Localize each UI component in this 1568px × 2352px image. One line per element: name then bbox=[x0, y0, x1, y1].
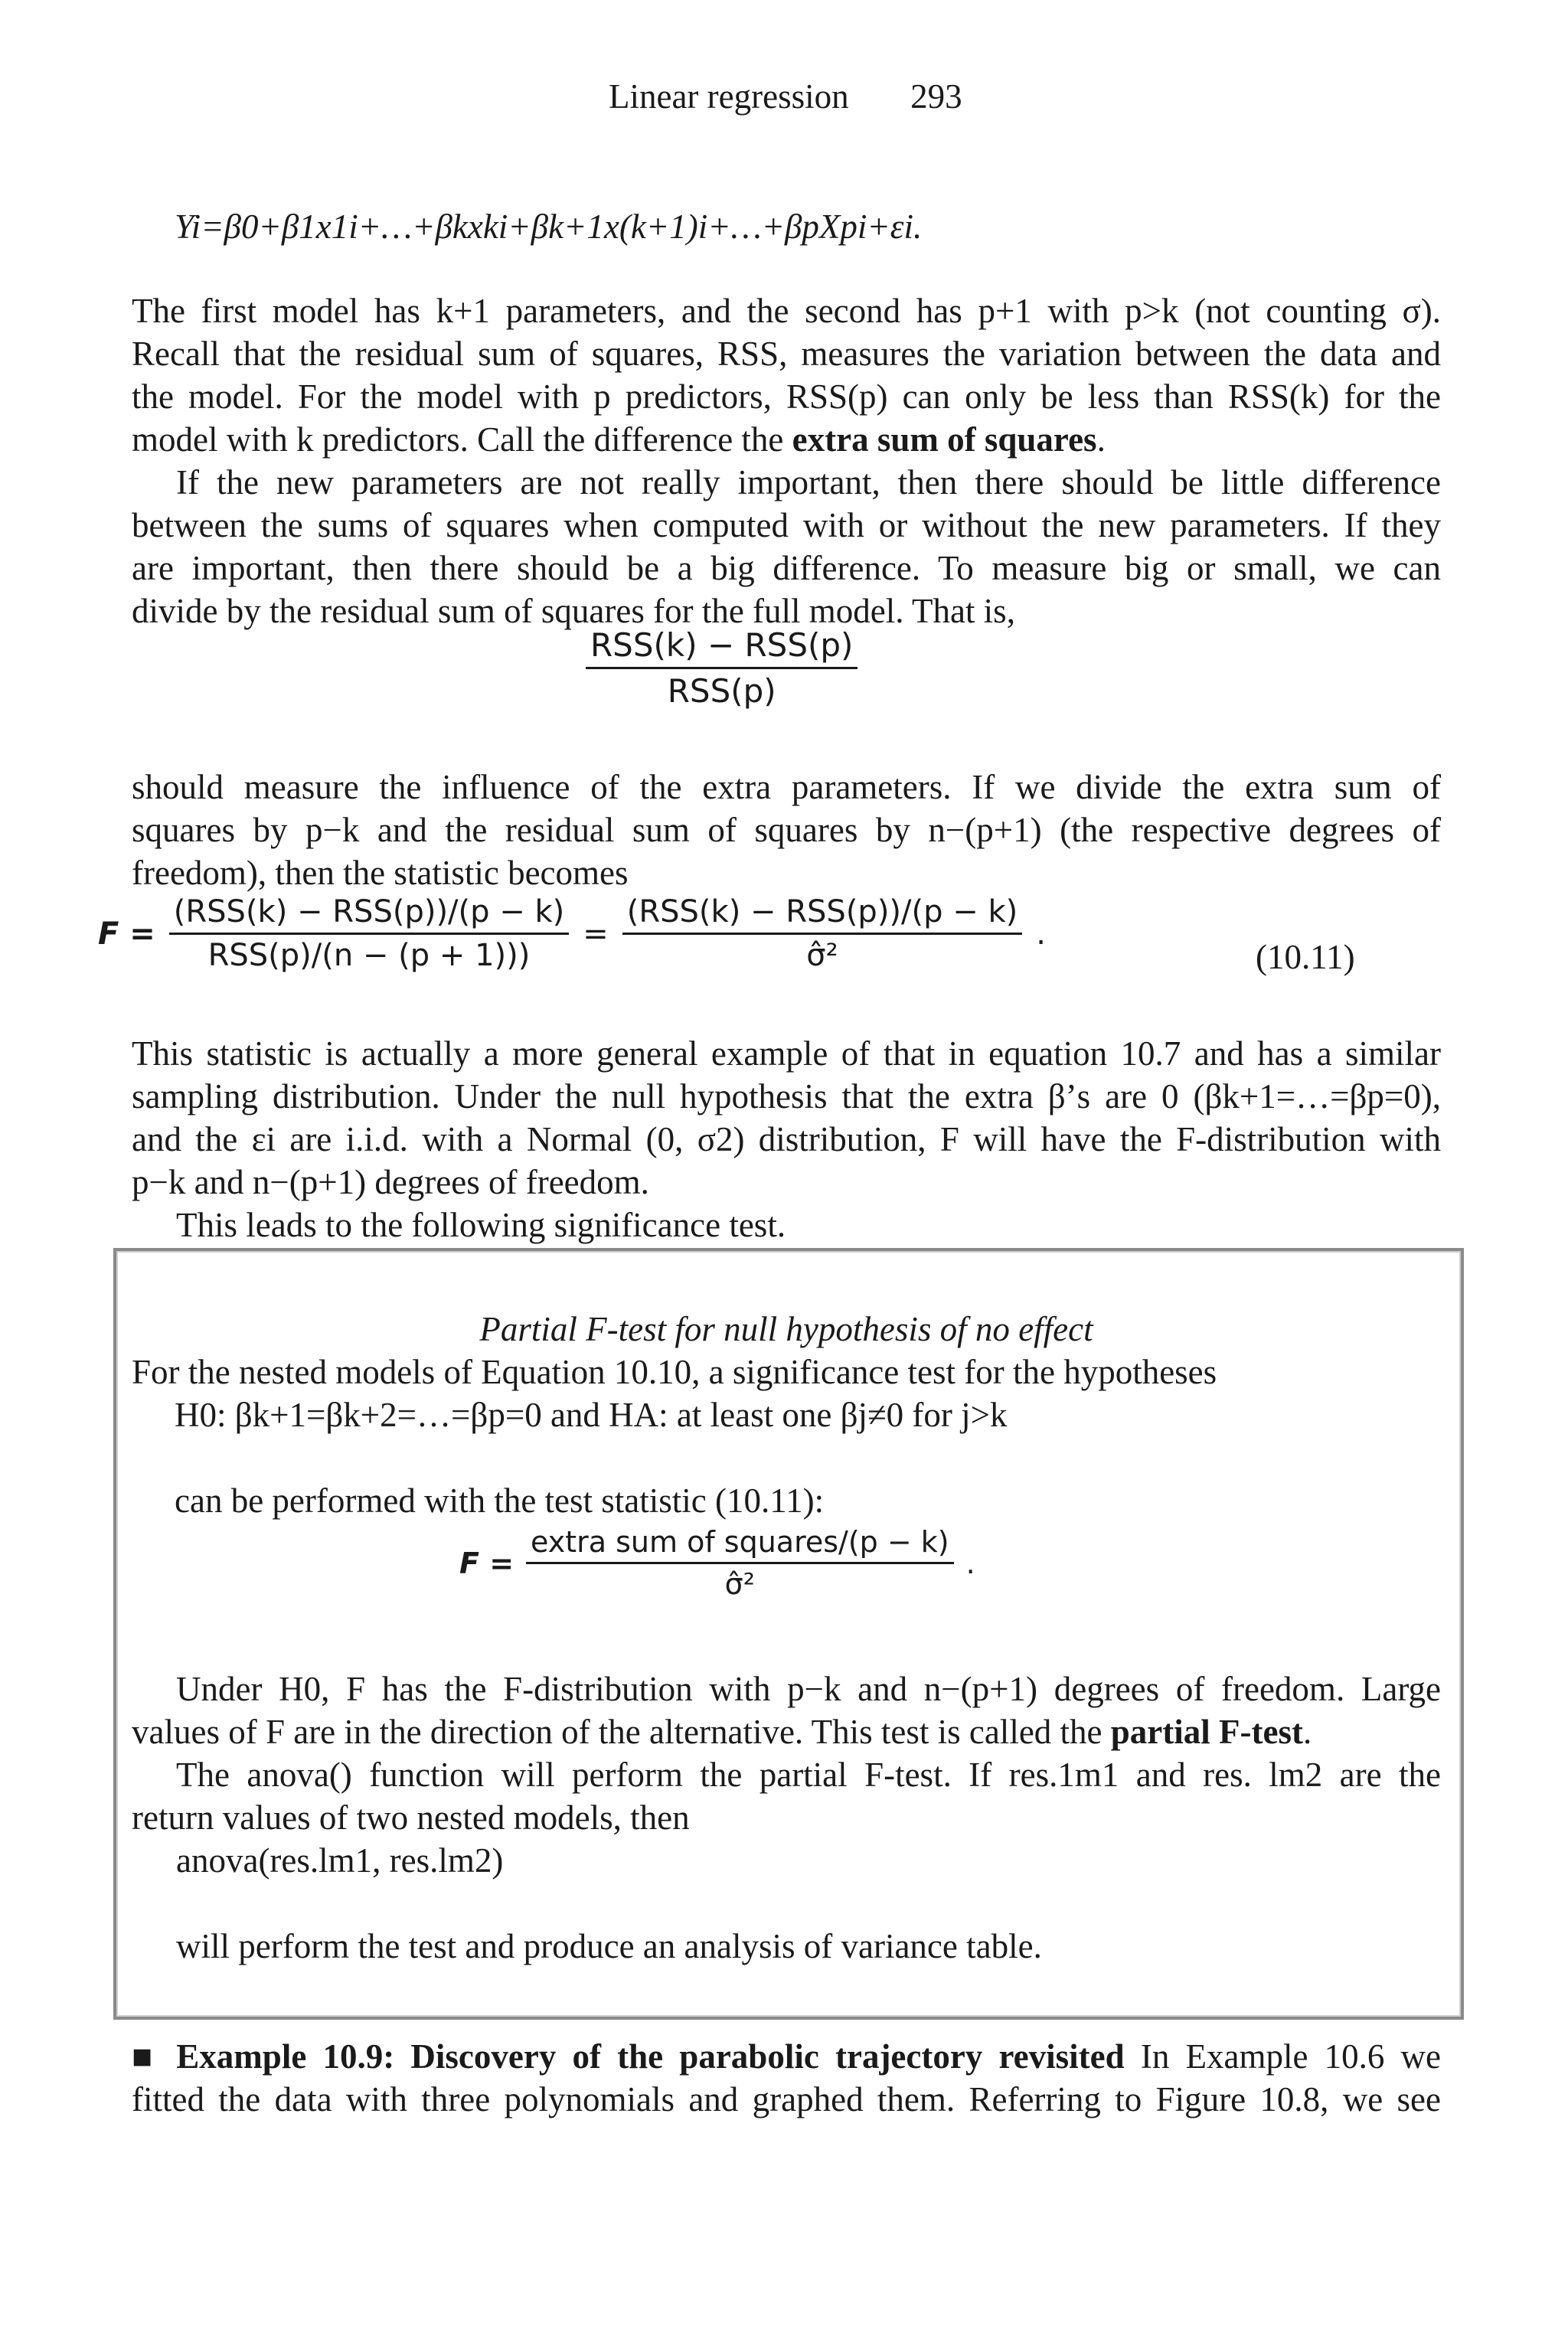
box-intro: For the nested models of Equation 10.10, a significance test for the hypotheses bbox=[132, 1353, 1217, 1391]
p1-line-2: Recall that the residual sum of squares, RSS, measures the variation between the data and bbox=[132, 335, 1441, 373]
p4-line-3: and the εi are i.i.d. with a Normal (0, σ2) distribution, F will have the F-distribution with bbox=[132, 1120, 1441, 1158]
f-fraction-2-numerator: (RSS(k) − RSS(p))/(p − k) bbox=[622, 894, 1022, 935]
p2-line-3: are important, then there should be a big difference. To measure big or small, we can bbox=[132, 549, 1441, 587]
model-eq-text: Yi=β0+β1x1i+…+βkxki+βk+1x(k+1)i+…+βpXpi+εi. bbox=[175, 207, 923, 246]
f-period: . bbox=[1036, 916, 1046, 952]
box-closing-line: will perform the test and produce an analysis of variance table. bbox=[176, 1927, 1042, 1965]
running-title: Linear regression bbox=[609, 77, 849, 116]
f-fraction-1 bbox=[169, 894, 569, 973]
f-equals: = bbox=[583, 916, 609, 952]
box-f-denominator: σ̂² bbox=[724, 1567, 755, 1601]
f-fraction-2-denominator: σ̂² bbox=[806, 938, 838, 973]
p1-line-4 bbox=[132, 418, 1441, 461]
p1-line-4-text: model with k predictors. Call the difference the bbox=[132, 420, 792, 459]
rss-ratio-numerator: RSS(k) − RSS(p) bbox=[586, 626, 858, 669]
p1-line-4-end: . bbox=[1096, 420, 1106, 459]
example-paragraph bbox=[132, 2035, 1441, 2121]
box-under-line-2-end: . bbox=[1302, 1713, 1312, 1751]
box-anova-line-1: The anova() function will perform the partial F-test. If res.1m1 and res. lm2 are the bbox=[176, 1756, 1441, 1794]
box-title: Partial F-test for null hypothesis of no effect bbox=[479, 1310, 1093, 1348]
p3-line-3: freedom), then the statistic becomes bbox=[132, 854, 629, 892]
p4-line-5: This leads to the following significance test. bbox=[176, 1206, 786, 1244]
f-fraction-1-numerator: (RSS(k) − RSS(p))/(p − k) bbox=[169, 894, 569, 935]
box-under-paragraph bbox=[132, 1668, 1441, 1968]
p1-line-3: the model. For the model with p predictors, RSS(p) can only be less than RSS(k) for the bbox=[132, 377, 1441, 416]
model-equation bbox=[175, 205, 922, 248]
box-under-line-2 bbox=[132, 1710, 1441, 1753]
box-code-line: anova(res.lm1, res.lm2) bbox=[176, 1841, 504, 1880]
p3-line-2: squares by p−k and the residual sum of squares by n−(p+1) (the respective degrees of bbox=[132, 811, 1441, 849]
box-statistic-formula bbox=[459, 1525, 975, 1601]
rss-ratio-fraction bbox=[586, 626, 858, 710]
page-number: 293 bbox=[910, 77, 962, 116]
example-line-2: fitted the data with three polynomials and graphed them. Referring to Figure 10.8, we see bbox=[132, 2080, 1441, 2118]
p2-line-1: If the new parameters are not really important, then there should be little difference bbox=[176, 463, 1441, 501]
f-statistic-equation bbox=[98, 894, 1046, 973]
p4-line-2: sampling distribution. Under the null hypothesis that the extra β’s are 0 (βk+1=…=βp=0), bbox=[132, 1077, 1441, 1116]
f-fraction-2 bbox=[622, 894, 1022, 973]
box-f-period: . bbox=[965, 1546, 975, 1580]
equation-number: (10.11) bbox=[1256, 938, 1355, 976]
rss-ratio-denominator: RSS(p) bbox=[667, 672, 776, 710]
rss-ratio-formula bbox=[586, 626, 858, 710]
p1-line-1: The first model has k+1 parameters, and the second has p+1 with p>k (not counting σ). bbox=[132, 292, 1441, 330]
p2-line-4: divide by the residual sum of squares for the full model. That is, bbox=[132, 592, 1015, 630]
example-heading: Example 10.9: Discovery of the parabolic trajectory revisited bbox=[176, 2037, 1125, 2076]
box-under-line-2-text: values of F are in the direction of the alternative. This test is called the bbox=[132, 1713, 1111, 1751]
paragraph-2 bbox=[132, 461, 1441, 632]
box-anova-line-2: return values of two nested models, then bbox=[132, 1798, 690, 1837]
paragraph-3 bbox=[132, 766, 1441, 894]
p3-line-1: should measure the influence of the extra parameters. If we divide the extra sum of bbox=[132, 768, 1441, 806]
paragraph-1 bbox=[132, 289, 1441, 461]
example-line-1-rest: In Example 10.6 we bbox=[1124, 2037, 1441, 2076]
term-extra-sum-of-squares: extra sum of squares bbox=[792, 420, 1097, 459]
f-fraction-1-denominator: RSS(p)/(n − (p + 1))) bbox=[207, 938, 531, 973]
box-under-line-1: Under H0, F has the F-distribution with p−k and n−(p+1) degrees of freedom. Large bbox=[176, 1670, 1441, 1708]
box-f-fraction bbox=[526, 1525, 954, 1601]
f-lhs: F = bbox=[98, 916, 155, 952]
example-marker: ■ bbox=[132, 2037, 161, 2076]
example-line-1 bbox=[132, 2035, 1441, 2078]
p4-line-1: This statistic is actually a more general example of that in equation 10.7 and has a similar bbox=[132, 1034, 1441, 1073]
p2-line-2: between the sums of squares when computed with or without the new parameters. If they bbox=[132, 506, 1441, 544]
box-f-numerator: extra sum of squares/(p − k) bbox=[526, 1525, 954, 1564]
box-hypotheses: H0: βk+1=βk+2=…=βp=0 and HA: at least one βj≠0 for j>k bbox=[175, 1396, 1008, 1434]
term-partial-f-test: partial F-test bbox=[1110, 1713, 1303, 1751]
running-header bbox=[609, 75, 962, 118]
paragraph-4 bbox=[132, 1032, 1441, 1246]
box-f-lhs: F = bbox=[459, 1546, 514, 1580]
box-stat-intro: can be performed with the test statistic (10.11): bbox=[175, 1481, 825, 1520]
p4-line-4: p−k and n−(p+1) degrees of freedom. bbox=[132, 1163, 649, 1201]
